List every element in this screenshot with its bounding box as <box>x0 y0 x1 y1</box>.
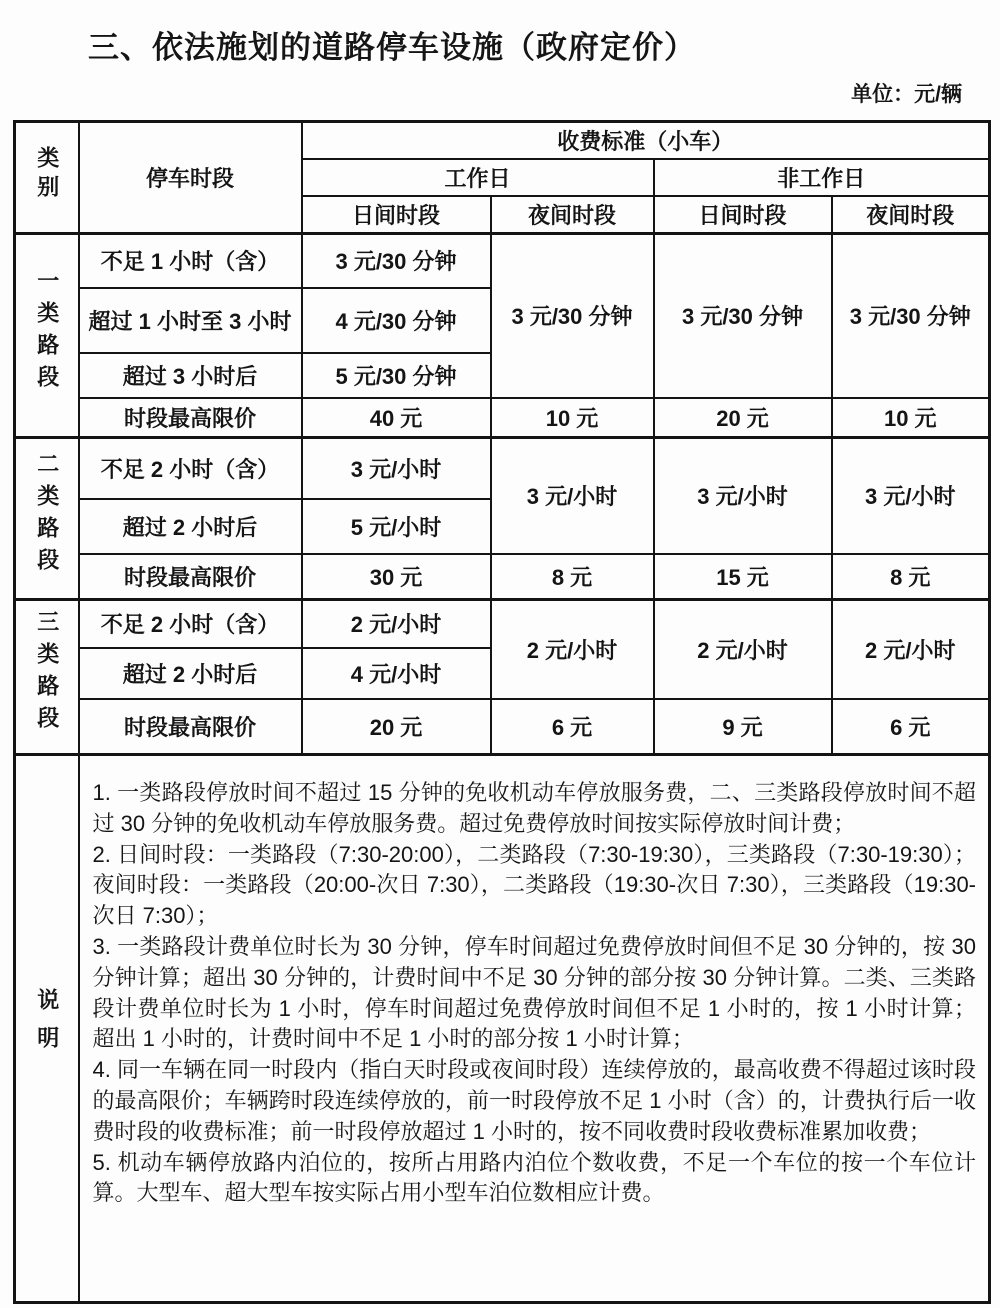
section1-cap-workday-night: 10 元 <box>491 398 654 438</box>
page-title: 三、依法施划的道路停车设施（政府定价） <box>88 30 696 65</box>
header-non-workday-night: 夜间时段 <box>832 196 990 234</box>
section2-fee-workday-night: 3 元/小时 <box>491 438 654 554</box>
section3-fee-non-workday-day: 2 元/小时 <box>654 600 832 699</box>
section1-period-1: 不足 1 小时（含） <box>79 234 302 288</box>
section1-cap-non-workday-day: 20 元 <box>654 398 832 438</box>
section2-cap-label: 时段最高限价 <box>79 554 302 600</box>
section1-row-1 <box>15 234 990 288</box>
section1-fee-workday-day-2: 4 元/30 分钟 <box>302 288 491 353</box>
section3-cap-non-workday-night: 6 元 <box>832 699 990 755</box>
header-non-workday: 非工作日 <box>654 159 990 196</box>
header-non-workday-day: 日间时段 <box>654 196 832 234</box>
section3-fee-workday-night: 2 元/小时 <box>491 600 654 699</box>
note-item-4: 4. 同一车辆在同一时段内（指白天时段或夜间时段）连续停放的，最高收费不得超过该时段的最高限价；车辆跨时段连续停放的，前一时段停放不足 1 小时（含）的，计费执行后一收费时段的收费标准；前一时段停放超过 1 小时的，按不同收费时段收费标准累加收费； <box>92 1057 977 1144</box>
section3-category <box>15 600 79 755</box>
notes-label: 说明 <box>34 987 60 1064</box>
notes-content <box>79 755 990 1303</box>
notes-label-cell <box>15 755 79 1303</box>
section3-row-1 <box>15 600 990 648</box>
section1-category-label: 一类路段 <box>34 268 60 397</box>
section1-fee-non-workday-night: 3 元/30 分钟 <box>832 234 990 398</box>
section3-fee-workday-day-1: 2 元/小时 <box>302 600 491 648</box>
section1-category <box>15 234 79 438</box>
note-item-3: 3. 一类路段计费单位时长为 30 分钟，停车时间超过免费停放时间但不足 30 分钟的，按 30 分钟计算；超出 30 分钟的，计费时间中不足 30 分钟的部分按 30 分钟计算。二类、三类路段计费单位时长为 1 小时，停车时间超过免费停放时间但不足 1 小时的，按 1 小时计算；超出 1 小时的，计费时间中不足 1 小时的部分按 1 小时计算； <box>92 933 977 1052</box>
section3-cap-workday-day: 20 元 <box>302 699 491 755</box>
section1-fee-workday-day-1: 3 元/30 分钟 <box>302 234 491 288</box>
note-item-5: 5. 机动车辆停放路内泊位的，按所占用路内泊位个数收费，不足一个车位的按一个车位计算。大型车、超大型车按实际占用小型车泊位数相应计费。 <box>92 1149 977 1206</box>
section1-fee-workday-day-3: 5 元/30 分钟 <box>302 353 491 398</box>
section2-category <box>15 438 79 600</box>
section3-cap-workday-night: 6 元 <box>491 699 654 755</box>
section1-fee-non-workday-day: 3 元/30 分钟 <box>654 234 832 398</box>
section2-cap-non-workday-day: 15 元 <box>654 554 832 600</box>
section3-category-label: 三类路段 <box>34 610 60 738</box>
notes-row <box>15 755 990 1303</box>
section1-period-2: 超过 1 小时至 3 小时 <box>79 288 302 353</box>
header-fee-standard: 收费标准（小车） <box>302 122 990 160</box>
section2-fee-workday-day-2: 5 元/小时 <box>302 499 491 554</box>
section2-fee-non-workday-night: 3 元/小时 <box>832 438 990 554</box>
section1-fee-workday-night: 3 元/30 分钟 <box>491 234 654 398</box>
section3-period-1: 不足 2 小时（含） <box>79 600 302 648</box>
section2-cap-row <box>15 554 990 600</box>
section1-cap-non-workday-night: 10 元 <box>832 398 990 438</box>
unit-label: 单位：元/辆 <box>851 83 962 106</box>
section1-period-3: 超过 3 小时后 <box>79 353 302 398</box>
section2-row-1 <box>15 438 990 499</box>
section2-category-label: 二类路段 <box>34 451 60 580</box>
section3-fee-workday-day-2: 4 元/小时 <box>302 648 491 699</box>
section2-period-2: 超过 2 小时后 <box>79 499 302 554</box>
section2-cap-workday-night: 8 元 <box>491 554 654 600</box>
header-workday-day: 日间时段 <box>302 196 491 234</box>
section3-fee-non-workday-night: 2 元/小时 <box>832 600 990 699</box>
header-category-label: 类别 <box>34 145 60 204</box>
section3-period-2: 超过 2 小时后 <box>79 648 302 699</box>
section2-cap-workday-day: 30 元 <box>302 554 491 600</box>
section2-cap-non-workday-night: 8 元 <box>832 554 990 600</box>
header-workday-night: 夜间时段 <box>491 196 654 234</box>
header-period: 停车时段 <box>79 122 302 234</box>
section3-cap-label: 时段最高限价 <box>79 699 302 755</box>
header-row-1 <box>15 122 990 160</box>
section1-cap-label: 时段最高限价 <box>79 398 302 438</box>
section1-cap-row <box>15 398 990 438</box>
note-item-2: 2. 日间时段：一类路段（7:30-20:00），二类路段（7:30-19:30），三类路段（7:30-19:30）；夜间时段：一类路段（20:00-次日 7:30），二类路段（19:30-次日 7:30），三类路段（19:30-次日 7:30）； <box>92 841 977 929</box>
parking-fee-table <box>13 120 991 1304</box>
section3-cap-row <box>15 699 990 755</box>
section2-fee-non-workday-day: 3 元/小时 <box>654 438 832 554</box>
header-workday: 工作日 <box>302 159 654 196</box>
section2-fee-workday-day-1: 3 元/小时 <box>302 438 491 499</box>
header-category <box>15 122 79 234</box>
section3-cap-non-workday-day: 9 元 <box>654 699 832 755</box>
section2-period-1: 不足 2 小时（含） <box>79 438 302 499</box>
note-item-1: 1. 一类路段停放时间不超过 15 分钟的免收机动车停放服务费，二、三类路段停放时间不超过 30 分钟的免收机动车停放服务费。超过免费停放时间按实际停放时间计费； <box>92 780 977 836</box>
section1-cap-workday-day: 40 元 <box>302 398 491 438</box>
